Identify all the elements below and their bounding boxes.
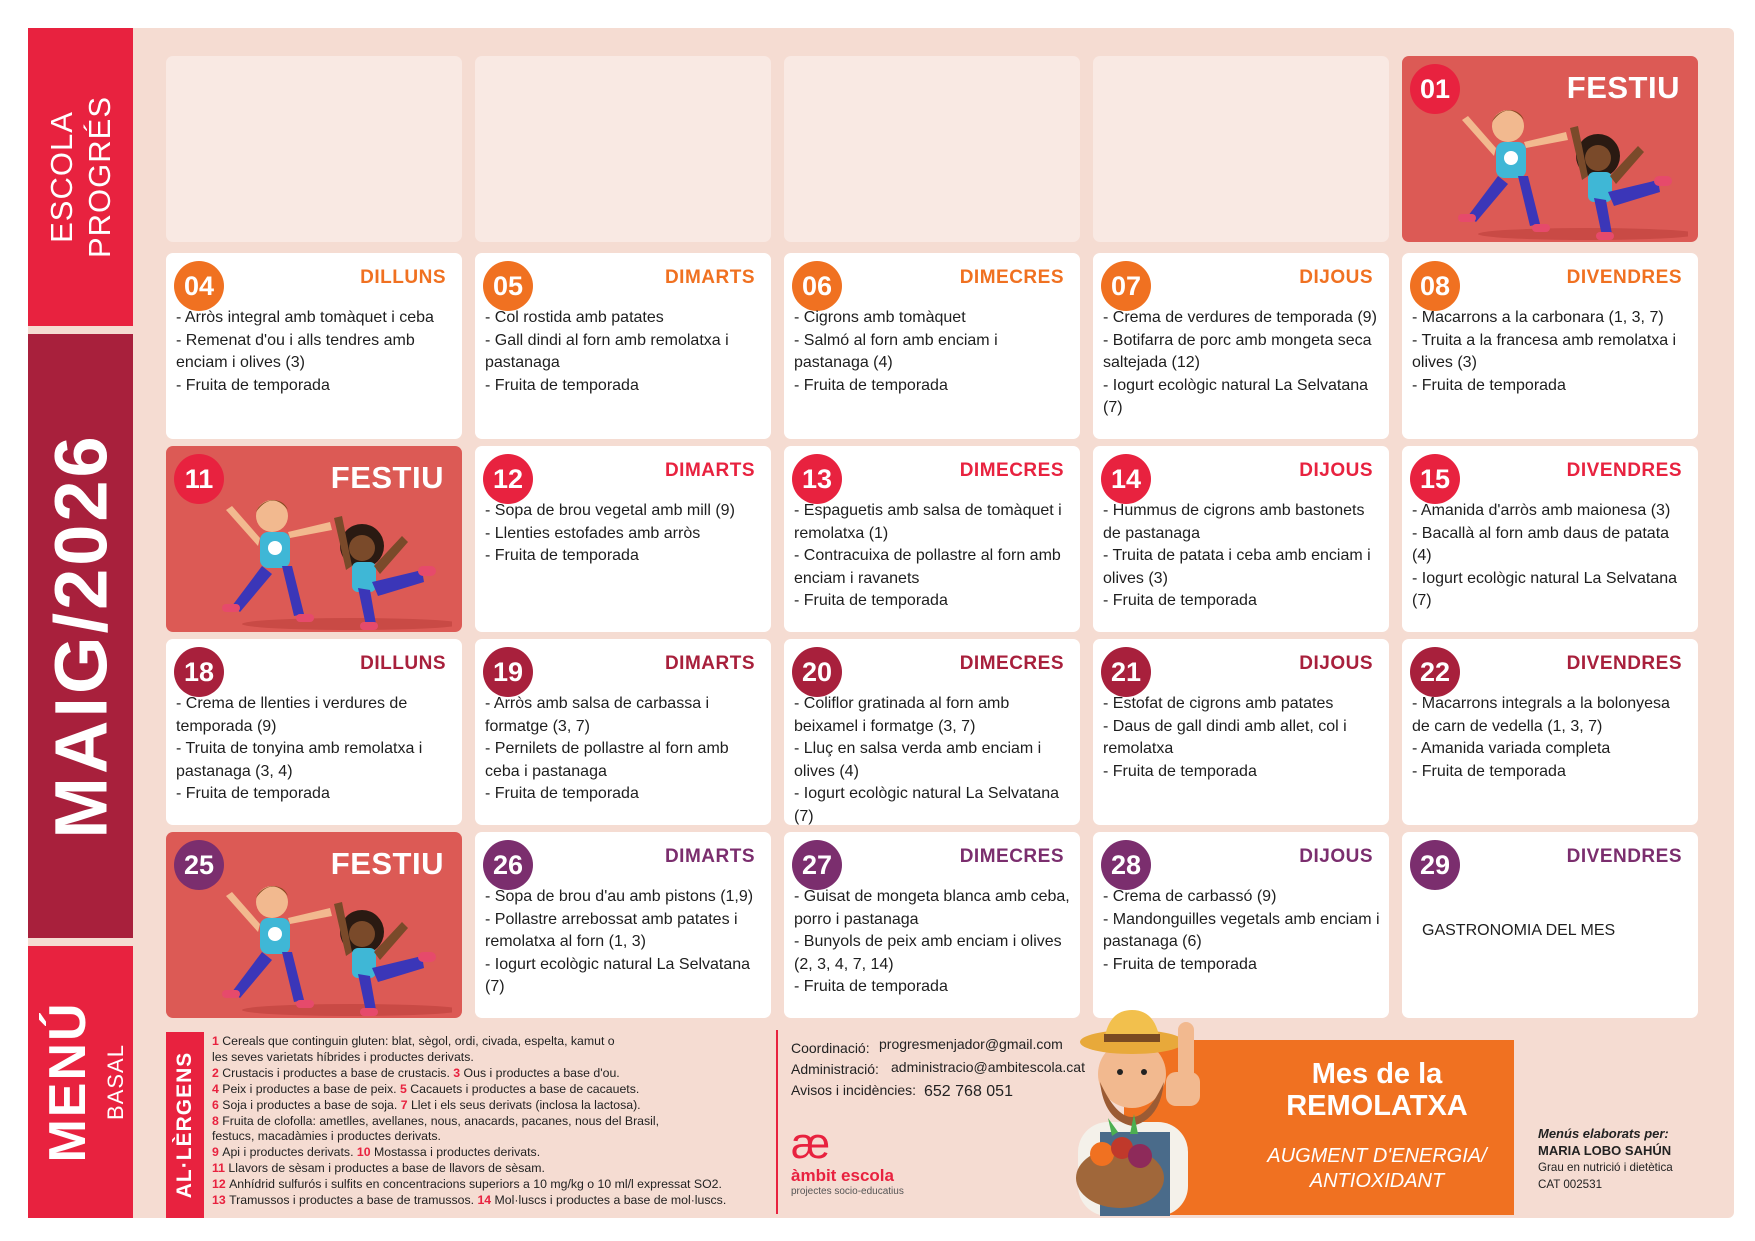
weekday-name: DIVENDRES	[1566, 267, 1682, 288]
day-cell-13	[784, 446, 1080, 632]
allergen-text: Llavors de sèsam i productes a base de llavors de sèsam.	[228, 1161, 545, 1176]
weekday-name: DIMECRES	[959, 267, 1064, 288]
meal-item: - Iogurt ecològic natural La Selvatana (7)	[485, 955, 751, 995]
day-number: 11	[174, 454, 224, 504]
meal-list	[485, 500, 763, 568]
day-number: 21	[1101, 647, 1151, 697]
allergen-text: Ous i productes a base d'ou.	[463, 1065, 620, 1080]
day-cell-18	[166, 639, 462, 825]
weekday-name: DIJOUS	[1299, 460, 1373, 481]
weekday-name: DIMARTS	[664, 267, 755, 288]
meal-item: - Fruita de temporada	[794, 592, 948, 609]
school-band	[28, 28, 133, 326]
allergen-number: 14	[477, 1193, 495, 1208]
meal-list	[794, 886, 1072, 999]
credits-id: CAT 002531	[1538, 1178, 1603, 1191]
meal-item: - Fruita de temporada	[794, 978, 948, 995]
meal-item: - Amanida d'arròs amb maionesa (3)	[1412, 502, 1671, 519]
weekday-name: DIMARTS	[664, 653, 755, 674]
day-number: 22	[1410, 647, 1460, 697]
allergen-number: 6	[212, 1097, 223, 1112]
allergen-line	[212, 1098, 772, 1114]
meal-item: - Fruita de temporada	[485, 376, 639, 394]
day-number: 14	[1101, 454, 1151, 504]
allergens-list	[212, 1034, 772, 1209]
meal-item: - Lluç en salsa verda amb enciam i olives (4)	[794, 740, 1042, 780]
allergen-number: 9	[212, 1145, 223, 1160]
credits-name: MARIA LOBO SAHÚN	[1538, 1143, 1672, 1158]
weekday-name: DIJOUS	[1299, 267, 1373, 288]
meal-item: - Estofat de cigrons amb patates	[1103, 695, 1334, 712]
meal-item: - Gall dindi al forn amb remolatxa i pastanaga	[485, 331, 729, 371]
day-cell-28	[1093, 832, 1389, 1018]
day-cell-05	[475, 253, 771, 439]
allergen-line	[212, 1034, 772, 1050]
day-number: 29	[1410, 840, 1460, 890]
meal-item: - Fruita de temporada	[485, 547, 639, 564]
promo-title-line1: Mes de la	[1311, 1058, 1443, 1090]
meal-item: - Fruita de temporada	[1103, 955, 1257, 973]
meal-list	[176, 307, 454, 397]
logo-name: àmbit escola	[791, 1166, 894, 1185]
day-number: 27	[792, 840, 842, 890]
meal-list	[176, 693, 454, 806]
allergens-title: AL·LÈRGENS	[173, 1051, 196, 1199]
empty-day-cell	[475, 56, 771, 242]
allergen-line	[212, 1114, 772, 1130]
meal-item: - Fruita de temporada	[1103, 592, 1257, 609]
school-name-line2: PROGRÉS	[81, 95, 117, 259]
day-number: 07	[1101, 261, 1151, 311]
day-cell-20	[784, 639, 1080, 825]
meal-item: - Pollastre arrebossat amb patates i remolatxa al forn (1, 3)	[485, 910, 738, 950]
meal-item: - Guisat de mongeta blanca amb ceba, porro i pastanaga	[794, 888, 1070, 928]
month-title: MAIG/2026	[39, 433, 122, 839]
meal-item: - Fruita de temporada	[176, 785, 330, 802]
allergen-number: 8	[212, 1113, 223, 1128]
meal-item: - Cigrons amb tomàquet	[794, 309, 966, 326]
allergen-text: Soja i productes a base de soja.	[222, 1097, 401, 1112]
allergen-number: 7	[400, 1097, 411, 1112]
day-number: 20	[792, 647, 842, 697]
contact-notices	[791, 1082, 1013, 1100]
allergen-line	[212, 1177, 772, 1193]
allergen-text: Api i productes derivats.	[222, 1145, 357, 1160]
weekday-name: DIJOUS	[1299, 653, 1373, 674]
day-number: 06	[792, 261, 842, 311]
allergen-line	[212, 1129, 772, 1145]
allergen-line	[212, 1161, 772, 1177]
allergen-line	[212, 1050, 772, 1066]
meal-item: - Arròs integral amb tomàquet i ceba	[176, 309, 434, 326]
meal-item: - Crema de carbassó (9)	[1103, 888, 1277, 905]
allergen-number: 2	[212, 1065, 223, 1080]
day-cell-11	[166, 446, 462, 632]
holiday-label: FESTIU	[330, 846, 444, 881]
meal-item: - Iogurt ecològic natural La Selvatana (7)	[1103, 376, 1369, 416]
contact-coord-label: Coordinació:	[791, 1040, 870, 1056]
contact-admin-email[interactable]: administracio@ambitescola.cat	[891, 1059, 1085, 1075]
weekday-name: DIMARTS	[664, 460, 755, 481]
day-number: 19	[483, 647, 533, 697]
meal-item: - Salmó al forn amb enciam i pastanaga (4)	[794, 331, 998, 371]
meal-item: - Crema de verdures de temporada (9)	[1103, 309, 1377, 326]
meal-item: - Remenat d'ou i alls tendres amb enciam i olives (3)	[176, 331, 415, 371]
meal-item: - Fruita de temporada	[1412, 376, 1566, 394]
day-number: 13	[792, 454, 842, 504]
credits-heading: Menús elaborats per:	[1538, 1126, 1669, 1141]
holiday-label: FESTIU	[1566, 70, 1680, 105]
allergen-line	[212, 1145, 772, 1161]
meal-list	[1412, 500, 1690, 613]
meal-list	[1103, 307, 1381, 420]
logo-mark: æ	[791, 1119, 828, 1168]
dancing-kids-illustration	[202, 486, 452, 632]
day-cell-06	[784, 253, 1080, 439]
contact-coord-email[interactable]: progresmenjador@gmail.com	[879, 1036, 1063, 1052]
allergens-band	[166, 1032, 204, 1218]
meal-item: - Truita de tonyina amb remolatxa i pastanaga (3, 4)	[176, 740, 423, 780]
contact-administration	[791, 1059, 1085, 1077]
meal-item: - Fruita de temporada	[1412, 762, 1566, 780]
meal-item: - Fruita de temporada	[485, 785, 639, 802]
day-cell-12	[475, 446, 771, 632]
day-cell-22	[1402, 639, 1698, 825]
day-cell-27	[784, 832, 1080, 1018]
meal-list	[794, 307, 1072, 397]
allergen-number: 3	[453, 1065, 464, 1080]
meal-item: - Espaguetis amb salsa de tomàquet i remolatxa (1)	[794, 502, 1062, 542]
contact-coordination	[791, 1036, 1063, 1056]
menu-band	[28, 946, 133, 1218]
meal-item: - Llenties estofades amb arròs	[485, 524, 701, 542]
allergen-text: Mostassa i productes derivats.	[374, 1145, 541, 1160]
day-number: 26	[483, 840, 533, 890]
promo-sub-line1: AUGMENT D'ENERGIA/	[1267, 1145, 1487, 1167]
weekday-name: DIVENDRES	[1566, 653, 1682, 674]
meal-item: - Mandonguilles vegetals amb enciam i pastanaga (6)	[1103, 910, 1380, 950]
weekday-name: DIVENDRES	[1566, 460, 1682, 481]
allergen-number: 1	[212, 1034, 223, 1048]
day-number: 28	[1101, 840, 1151, 890]
allergen-text: Fruita de clofolla: ametlles, avellanes, nous, anacards, pacanes, nous del Brasil,	[222, 1113, 660, 1128]
credits-title: Grau en nutrició i dietètica	[1538, 1161, 1673, 1174]
weekday-name: DIVENDRES	[1566, 846, 1682, 867]
promo-title-line2: REMOLATXA	[1286, 1090, 1468, 1122]
meal-list	[1422, 920, 1690, 943]
meal-list	[485, 693, 763, 806]
meal-item: - Fruita de temporada	[794, 376, 948, 394]
allergen-text: Tramussos i productes a base de tramussos.	[229, 1193, 478, 1208]
meal-list	[1412, 693, 1690, 783]
empty-day-cell	[166, 56, 462, 242]
contact-notices-label: Avisos i incidències:	[791, 1082, 917, 1098]
meal-item: - Macarrons a la carbonara (1, 3, 7)	[1412, 309, 1664, 326]
holiday-label: FESTIU	[330, 460, 444, 495]
day-cell-26	[475, 832, 771, 1018]
weekday-name: DIMECRES	[959, 460, 1064, 481]
meal-item: - Iogurt ecològic natural La Selvatana (7)	[794, 785, 1060, 825]
meal-item: - Coliflor gratinada al forn amb beixamel i formatge (3, 7)	[794, 695, 1010, 735]
meal-item: - Fruita de temporada	[176, 376, 330, 394]
meal-item: - Hummus de cigrons amb bastonets de pastanaga	[1103, 502, 1365, 542]
allergen-line	[212, 1193, 772, 1209]
ambit-escola-logo	[791, 1119, 941, 1197]
allergen-text: Cacauets i productes a base de cacauets.	[410, 1081, 640, 1096]
day-cell-19	[475, 639, 771, 825]
meal-list	[794, 500, 1072, 613]
meal-item: - Daus de gall dindi amb allet, col i remolatxa	[1103, 717, 1347, 757]
promo-title	[1252, 1058, 1502, 1122]
meal-list	[485, 307, 763, 397]
day-cell-25	[166, 832, 462, 1018]
promo-sub-line2: ANTIOXIDANT	[1309, 1170, 1445, 1192]
weekday-name: DIMARTS	[664, 846, 755, 867]
weekday-name: DIMECRES	[959, 846, 1064, 867]
allergen-number: 13	[212, 1193, 230, 1208]
allergen-text: Mol·luscs i productes a base de mol·luscs.	[494, 1193, 727, 1208]
meal-item: - Sopa de brou d'au amb pistons (1,9)	[485, 888, 754, 905]
allergen-text: les seves varietats híbrides i productes derivats.	[212, 1049, 474, 1064]
meal-list	[485, 886, 763, 999]
day-number: 05	[483, 261, 533, 311]
school-name-line1: ESCOLA	[43, 111, 79, 243]
meal-item: - Crema de llenties i verdures de temporada (9)	[176, 695, 408, 735]
promo-subtitle	[1252, 1144, 1502, 1194]
weekday-name: DILLUNS	[360, 653, 446, 674]
meal-list	[794, 693, 1072, 825]
day-cell-04	[166, 253, 462, 439]
allergen-number: 10	[356, 1145, 375, 1160]
allergen-text: Cereals que continguin gluten: blat, sègol, ordi, civada, espelta, kamut o	[222, 1034, 615, 1048]
meal-item: - Macarrons integrals a la bolonyesa de carn de vedella (1, 3, 7)	[1412, 695, 1670, 735]
allergen-line	[212, 1066, 772, 1082]
day-cell-07	[1093, 253, 1389, 439]
meal-item: - Iogurt ecològic natural La Selvatana (7)	[1412, 569, 1678, 609]
meal-item: - Pernilets de pollastre al forn amb ceba i pastanaga	[485, 740, 729, 780]
dancing-kids-illustration	[1438, 96, 1688, 242]
school-name	[43, 47, 119, 307]
day-number: 12	[483, 454, 533, 504]
day-number: 15	[1410, 454, 1460, 504]
meal-item: GASTRONOMIA DEL MES	[1422, 922, 1616, 939]
meal-item: - Bacallà al forn amb daus de patata (4)	[1412, 524, 1670, 564]
meal-list	[1103, 886, 1381, 976]
meal-item: - Truita de patata i ceba amb enciam i olives (3)	[1103, 547, 1371, 587]
day-cell-14	[1093, 446, 1389, 632]
credits	[1538, 1125, 1728, 1193]
meal-item: - Botifarra de porc amb mongeta seca saltejada (12)	[1103, 331, 1372, 371]
meal-item: - Col rostida amb patates	[485, 309, 664, 326]
allergen-text: Llet i els seus derivats (inclosa la lactosa).	[410, 1097, 641, 1112]
allergen-text: Peix i productes a base de peix.	[222, 1081, 400, 1096]
weekday-name: DILLUNS	[360, 267, 446, 288]
divider	[776, 1030, 778, 1214]
day-cell-21	[1093, 639, 1389, 825]
meal-item: - Arròs amb salsa de carbassa i formatge (3, 7)	[485, 695, 710, 735]
day-number: 04	[174, 261, 224, 311]
day-number: 08	[1410, 261, 1460, 311]
dancing-kids-illustration	[202, 872, 452, 1018]
empty-day-cell	[1093, 56, 1389, 242]
logo-tagline: projectes socio-educatius	[791, 1186, 904, 1197]
allergen-line	[212, 1082, 772, 1098]
farmer-illustration	[1060, 1002, 1210, 1216]
meal-item: - Sopa de brou vegetal amb mill (9)	[485, 502, 735, 519]
menu-subtitle: BASAL	[103, 1044, 128, 1120]
empty-day-cell	[784, 56, 1080, 242]
allergen-number: 12	[212, 1177, 230, 1192]
contact-phone[interactable]: 652 768 051	[924, 1083, 1013, 1100]
meal-item: - Fruita de temporada	[1103, 762, 1257, 780]
allergen-number: 4	[212, 1081, 223, 1096]
day-cell-29	[1402, 832, 1698, 1018]
day-number: 01	[1410, 64, 1460, 114]
day-cell-08	[1402, 253, 1698, 439]
meal-list	[1412, 307, 1690, 397]
allergen-text: Anhídrid sulfurós i sulfits en concentracions superiors a 10 mg/kg o 10 ml/l expressat SO2.	[229, 1177, 722, 1192]
day-cell-01	[1402, 56, 1698, 242]
meal-list	[1103, 693, 1381, 783]
allergen-text: Crustacis i productes a base de crustacis.	[222, 1065, 454, 1080]
contact-admin-label: Administració:	[791, 1061, 879, 1077]
day-cell-15	[1402, 446, 1698, 632]
day-number: 25	[174, 840, 224, 890]
meal-list	[1103, 500, 1381, 613]
month-band	[28, 334, 133, 938]
menu-title: MENÚ	[39, 1001, 97, 1163]
meal-item: - Truita a la francesa amb remolatxa i olives (3)	[1412, 331, 1677, 371]
allergen-number: 11	[212, 1161, 229, 1176]
meal-item: - Amanida variada completa	[1412, 740, 1611, 757]
day-number: 18	[174, 647, 224, 697]
meal-item: - Contracuixa de pollastre al forn amb enciam i ravanets	[794, 547, 1061, 587]
weekday-name: DIJOUS	[1299, 846, 1373, 867]
allergen-text: festucs, macadàmies i productes derivats.	[212, 1129, 441, 1144]
meal-item: - Bunyols de peix amb enciam i olives (2, 3, 4, 7, 14)	[794, 933, 1062, 973]
weekday-name: DIMECRES	[959, 653, 1064, 674]
allergen-number: 5	[400, 1081, 411, 1096]
